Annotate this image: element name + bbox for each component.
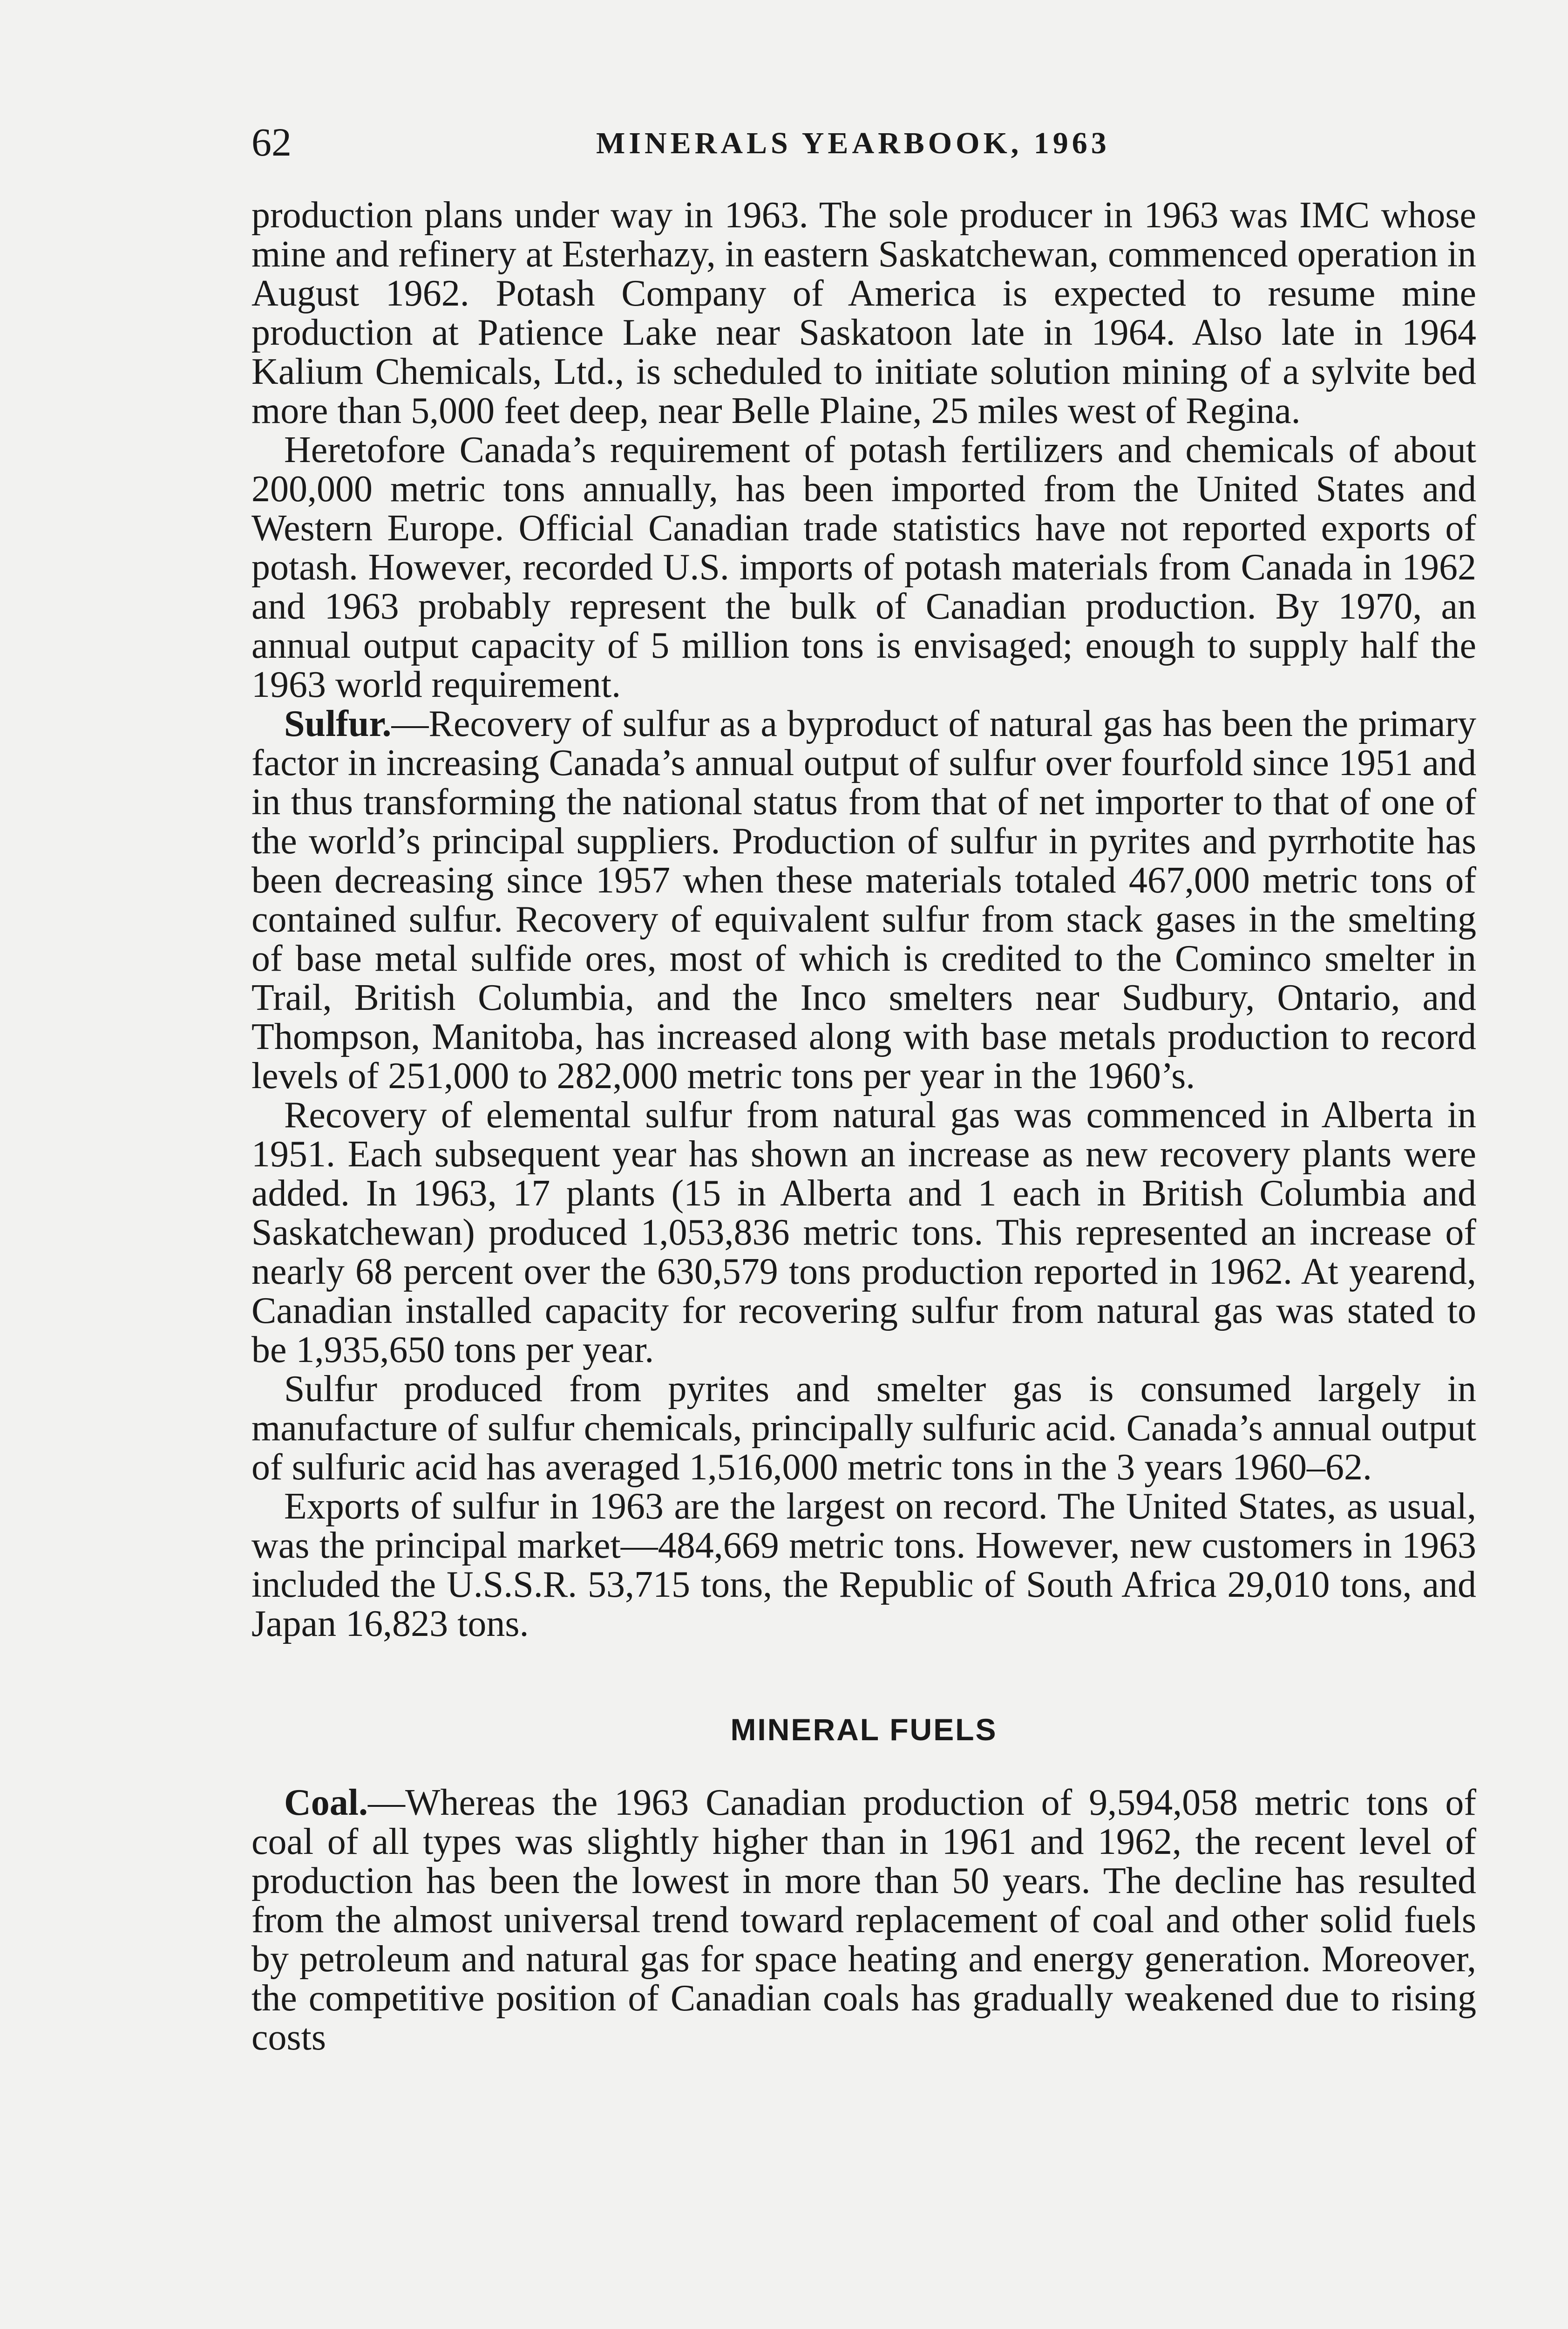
paragraph-sulfur [251, 704, 1476, 1096]
paragraph-potash-production: production plans under way in 1963. The sole producer in 1963 was IMC whose mine and refinery at Esterhazy, in eastern Saskatchewan, commenced operation in August 1962. Potash Company of America is expected to resume mine production at Patience Lake near Saskatoon late in 1964. Also late in 1964 Kalium Chemicals, Ltd., is scheduled to initiate solution mining of a sylvite bed more than 5,000 feet deep, near Belle Plaine, 25 miles west of Regina. [251, 195, 1476, 431]
paragraph-sulfur-exports: Exports of sulfur in 1963 are the largest on record. The United States, as usual, was the principal market—484,669 metric tons. However, new customers in 1963 included the U.S.S.R. 53,715 tons, the Republic of South Africa 29,010 tons, and Japan 16,823 tons. [251, 1486, 1476, 1644]
paragraph-sulfur-text: —Recovery of sulfur as a byproduct of natural gas has been the primary factor in increasing Canada’s annual output of sulfur over fourfold since 1951 and in thus transforming the national status from that of net importer to that of one of the world’s principal suppliers. Production of sulfur in pyrites and pyrrhotite has been decreasing since 1957 when these materials totaled 467,000 metric tons of contained sulfur. Recovery of equivalent sulfur from stack gases in the smelting of base metal sulfide ores, most of which is credited to the Cominco smelter in Trail, British Columbia, and the Inco smelters near Sudbury, Ontario, and Thompson, Manitoba, has increased along with base metals production to record levels of 251,000 to 282,000 metric tons per year in the 1960’s. [251, 703, 1476, 1096]
paragraph-sulfuric-acid: Sulfur produced from pyrites and smelter gas is consumed largely in manufacture of sulfur chemicals, principally sulfuric acid. Canada’s annual output of sulfuric acid has averaged 1,516,000 metric tons in the 3 years 1960–62. [251, 1369, 1476, 1488]
paragraph-coal [251, 1783, 1476, 2057]
paragraph-coal-text: —Whereas the 1963 Canadian production of 9,594,058 metric tons of coal of all types was slightly higher than in 1961 and 1962, the recent level of production has been the lowest in more than 50 years. The decline has resulted from the almost universal trend toward replacement of coal and other solid fuels by petroleum and natural gas for space heating and energy generation. Moreover, the competitive position of Canadian coals has gradually weakened due to rising costs [251, 1782, 1476, 2058]
page-header [251, 116, 1462, 168]
running-title: MINERALS YEARBOOK, 1963 [596, 126, 1110, 160]
paragraph-elemental-sulfur: Recovery of elemental sulfur from natural gas was commenced in Alberta in 1951. Each subsequent year has shown an increase as new recovery plants were added. In 1963, 17 plants (15 in Alberta and 1 each in British Columbia and Saskatchewan) produced 1,053,836 metric tons. This represented an increase of nearly 68 percent over the 630,579 tons production reported in 1962. At yearend, Canadian installed capacity for recovering sulfur from natural gas was stated to be 1,935,650 tons per year. [251, 1095, 1476, 1370]
body-text [251, 196, 1476, 2057]
page-number: 62 [251, 120, 292, 164]
run-in-heading-sulfur: Sulfur. [284, 703, 392, 744]
paragraph-potash-requirement: Heretofore Canada’s requirement of potash fertilizers and chemicals of about 200,000 metric tons annually, has been imported from the United States and Western Europe. Official Canadian trade statistics have not reported exports of potash. However, recorded U.S. imports of potash materials from Canada in 1962 and 1963 probably represent the bulk of Canadian production. By 1970, an annual output capacity of 5 million tons is envisaged; enough to supply half the 1963 world requirement. [251, 429, 1476, 705]
run-in-heading-coal: Coal. [284, 1782, 368, 1823]
section-heading-mineral-fuels: MINERAL FUELS [730, 1712, 998, 1747]
